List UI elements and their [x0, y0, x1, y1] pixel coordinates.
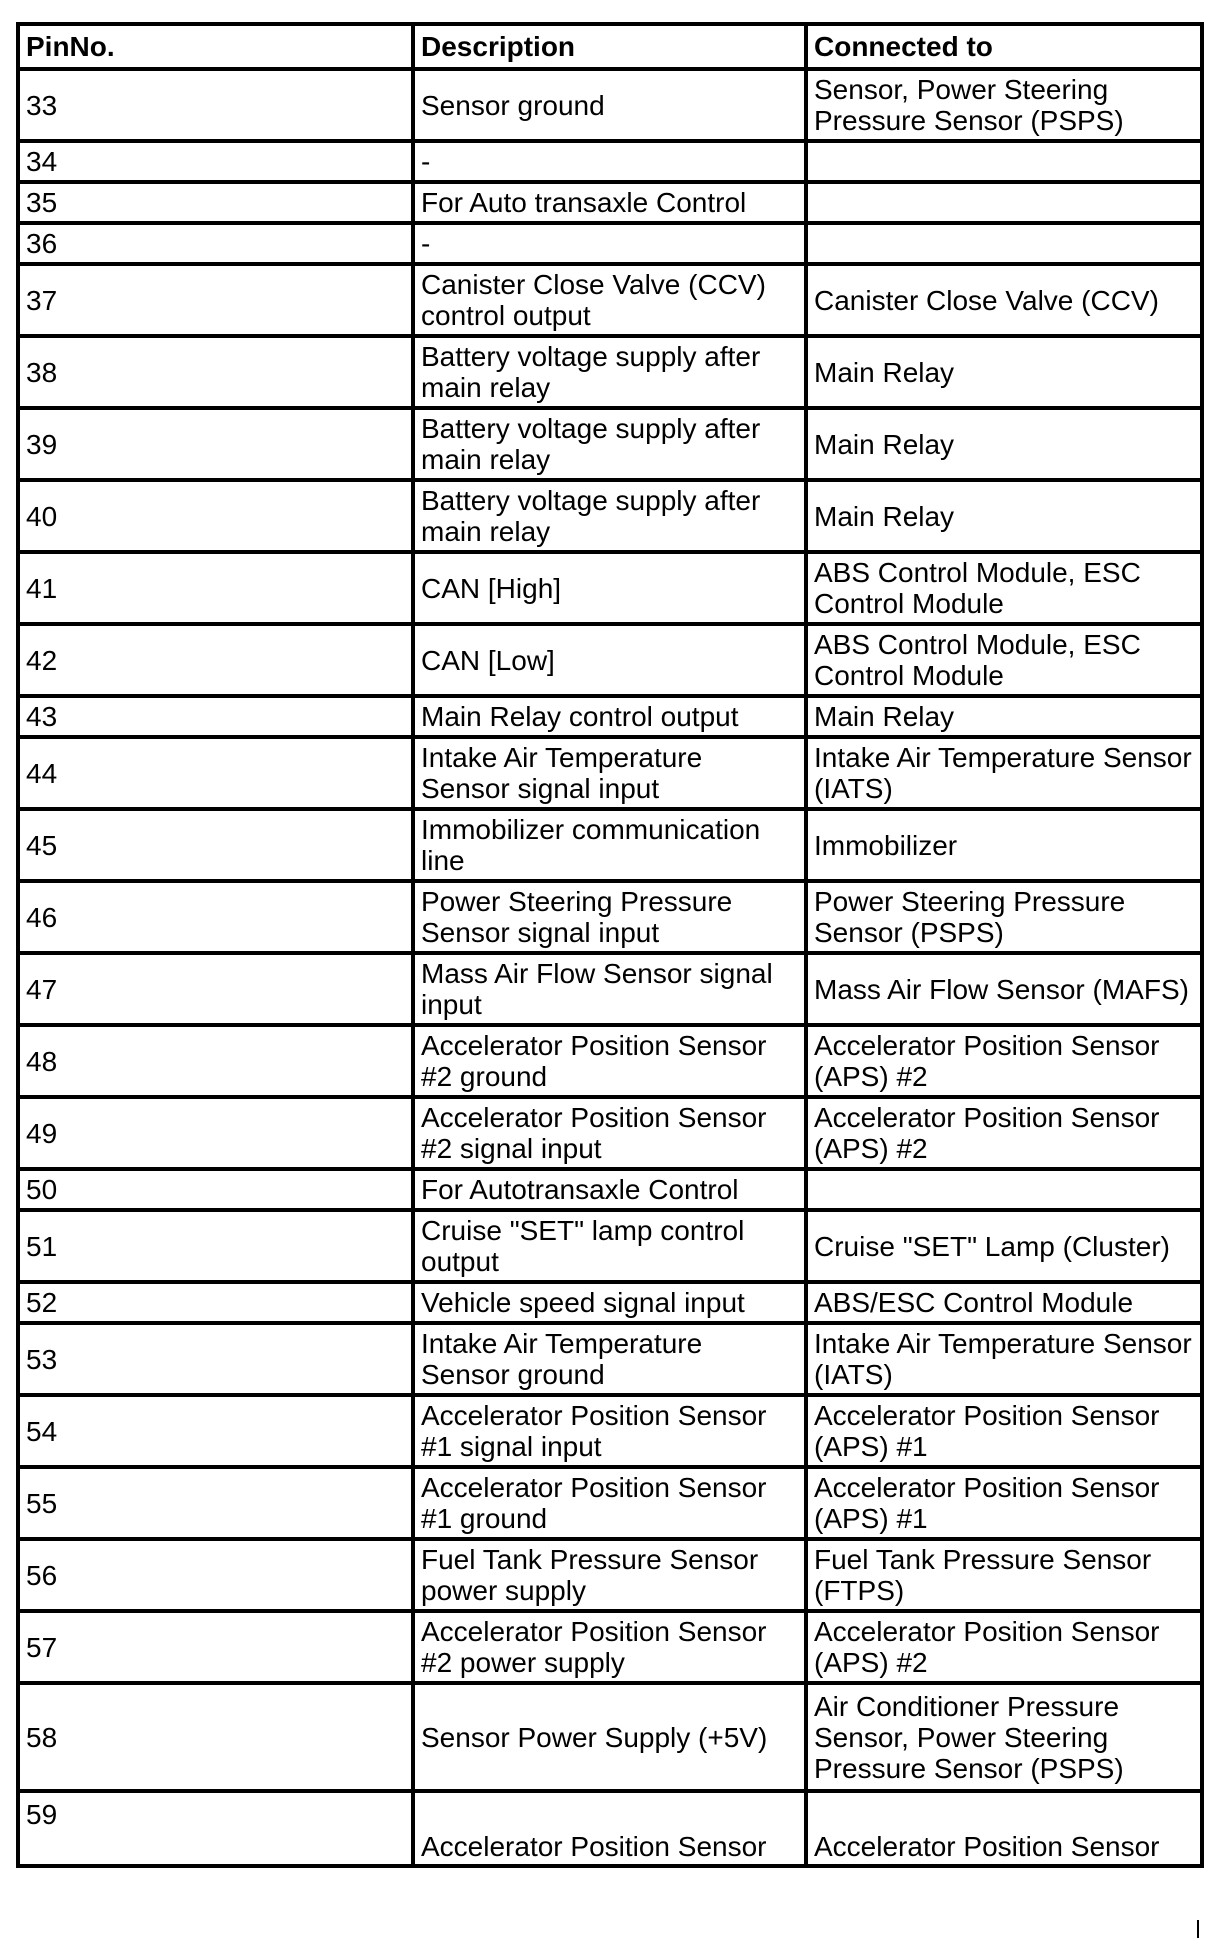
pin-cell: 40	[18, 480, 413, 552]
table-row	[18, 182, 1202, 223]
pin-cell: 52	[18, 1282, 413, 1323]
table-row	[18, 1097, 1202, 1169]
connected-to-cell: Accelerator Position Sensor (APS) #1	[806, 1467, 1202, 1539]
header-description: Description	[413, 24, 806, 69]
description-cell: -	[413, 141, 806, 182]
connected-to-cell: Cruise "SET" Lamp (Cluster)	[806, 1210, 1202, 1282]
description-cell: Cruise "SET" lamp control output	[413, 1210, 806, 1282]
connected-to-cell: Accelerator Position Sensor (APS) #2	[806, 1611, 1202, 1683]
connected-to-cell: Intake Air Temperature Sensor (IATS)	[806, 737, 1202, 809]
connected-to-cell: Accelerator Position Sensor (APS) #2	[806, 1097, 1202, 1169]
description-cell: Immobilizer communication line	[413, 809, 806, 881]
description-cell: Vehicle speed signal input	[413, 1282, 806, 1323]
description-cell: For Auto transaxle Control	[413, 182, 806, 223]
description-cell: Accelerator Position Sensor	[413, 1791, 806, 1866]
table-row	[18, 1791, 1202, 1866]
header-pin: PinNo.	[18, 24, 413, 69]
connected-to-cell: Main Relay	[806, 480, 1202, 552]
description-cell: Battery voltage supply after main relay	[413, 336, 806, 408]
pin-cell: 46	[18, 881, 413, 953]
pin-cell: 35	[18, 182, 413, 223]
header-row	[18, 24, 1202, 69]
description-cell: Canister Close Valve (CCV) control output	[413, 264, 806, 336]
pin-table-header	[18, 24, 1202, 69]
table-row	[18, 1323, 1202, 1395]
pin-cell: 57	[18, 1611, 413, 1683]
connected-to-cell: ABS Control Module, ESC Control Module	[806, 624, 1202, 696]
table-row	[18, 1683, 1202, 1791]
pin-cell: 54	[18, 1395, 413, 1467]
pin-cell: 47	[18, 953, 413, 1025]
connected-to-cell	[806, 182, 1202, 223]
table-row	[18, 141, 1202, 182]
description-cell: Sensor ground	[413, 69, 806, 141]
table-row	[18, 1611, 1202, 1683]
pin-cell: 51	[18, 1210, 413, 1282]
connected-to-cell: Fuel Tank Pressure Sensor (FTPS)	[806, 1539, 1202, 1611]
connected-to-cell: Canister Close Valve (CCV)	[806, 264, 1202, 336]
connected-to-cell: Air Conditioner Pressure Sensor, Power Steering Pressure Sensor (PSPS)	[806, 1683, 1202, 1791]
table-row	[18, 1467, 1202, 1539]
description-cell: Accelerator Position Sensor #1 ground	[413, 1467, 806, 1539]
table-row	[18, 1210, 1202, 1282]
connected-to-cell: Main Relay	[806, 696, 1202, 737]
header-connected-to: Connected to	[806, 24, 1202, 69]
description-cell: Sensor Power Supply (+5V)	[413, 1683, 806, 1791]
description-cell: Mass Air Flow Sensor signal input	[413, 953, 806, 1025]
pin-cell: 53	[18, 1323, 413, 1395]
table-row	[18, 480, 1202, 552]
pin-cell: 49	[18, 1097, 413, 1169]
description-cell: Intake Air Temperature Sensor signal input	[413, 737, 806, 809]
connected-to-cell: Accelerator Position Sensor	[806, 1791, 1202, 1866]
table-row	[18, 737, 1202, 809]
description-cell: Accelerator Position Sensor #2 signal input	[413, 1097, 806, 1169]
pin-cell: 34	[18, 141, 413, 182]
description-cell: Intake Air Temperature Sensor ground	[413, 1323, 806, 1395]
connected-to-cell: Accelerator Position Sensor (APS) #1	[806, 1395, 1202, 1467]
pin-cell: 48	[18, 1025, 413, 1097]
pin-cell: 45	[18, 809, 413, 881]
description-cell: Fuel Tank Pressure Sensor power supply	[413, 1539, 806, 1611]
pin-table	[16, 22, 1204, 1868]
connected-to-cell: Sensor, Power Steering Pressure Sensor (PSPS)	[806, 69, 1202, 141]
table-row	[18, 1395, 1202, 1467]
description-cell: For Autotransaxle Control	[413, 1169, 806, 1210]
pin-cell: 44	[18, 737, 413, 809]
table-row	[18, 264, 1202, 336]
pin-cell: 39	[18, 408, 413, 480]
pin-cell: 42	[18, 624, 413, 696]
table-row	[18, 1025, 1202, 1097]
description-cell: Power Steering Pressure Sensor signal input	[413, 881, 806, 953]
connected-to-cell	[806, 223, 1202, 264]
pin-cell: 38	[18, 336, 413, 408]
connected-to-cell: Main Relay	[806, 336, 1202, 408]
description-cell: Battery voltage supply after main relay	[413, 480, 806, 552]
table-row	[18, 1282, 1202, 1323]
description-cell: Main Relay control output	[413, 696, 806, 737]
connected-to-cell	[806, 141, 1202, 182]
description-cell: Accelerator Position Sensor #1 signal input	[413, 1395, 806, 1467]
pin-cell: 43	[18, 696, 413, 737]
connected-to-cell: Accelerator Position Sensor (APS) #2	[806, 1025, 1202, 1097]
pin-cell: 56	[18, 1539, 413, 1611]
connected-to-cell: Immobilizer	[806, 809, 1202, 881]
description-cell: CAN [Low]	[413, 624, 806, 696]
table-row	[18, 809, 1202, 881]
description-cell: Accelerator Position Sensor #2 ground	[413, 1025, 806, 1097]
table-row	[18, 336, 1202, 408]
connected-to-cell: Intake Air Temperature Sensor (IATS)	[806, 1323, 1202, 1395]
table-row	[18, 881, 1202, 953]
table-row	[18, 552, 1202, 624]
table-row	[18, 624, 1202, 696]
pin-cell: 37	[18, 264, 413, 336]
description-cell: Accelerator Position Sensor #2 power supply	[413, 1611, 806, 1683]
pin-cell: 33	[18, 69, 413, 141]
connected-to-cell: ABS/ESC Control Module	[806, 1282, 1202, 1323]
description-cell: CAN [High]	[413, 552, 806, 624]
description-cell: Battery voltage supply after main relay	[413, 408, 806, 480]
connected-to-cell: ABS Control Module, ESC Control Module	[806, 552, 1202, 624]
table-row	[18, 1539, 1202, 1611]
connected-to-cell	[806, 1169, 1202, 1210]
pin-cell: 59	[18, 1791, 413, 1866]
pin-cell: 41	[18, 552, 413, 624]
connected-to-cell: Mass Air Flow Sensor (MAFS)	[806, 953, 1202, 1025]
connected-to-cell: Main Relay	[806, 408, 1202, 480]
pin-table-body	[18, 69, 1202, 1866]
pin-cell: 36	[18, 223, 413, 264]
pin-cell: 55	[18, 1467, 413, 1539]
table-row	[18, 408, 1202, 480]
table-row	[18, 696, 1202, 737]
pin-cell: 58	[18, 1683, 413, 1791]
pin-table-sheet	[16, 22, 1204, 1868]
description-cell: -	[413, 223, 806, 264]
pin-cell: 50	[18, 1169, 413, 1210]
page-edge-mark	[1197, 1920, 1199, 1938]
table-row	[18, 69, 1202, 141]
connected-to-cell: Power Steering Pressure Sensor (PSPS)	[806, 881, 1202, 953]
table-row	[18, 953, 1202, 1025]
table-row	[18, 1169, 1202, 1210]
table-row	[18, 223, 1202, 264]
